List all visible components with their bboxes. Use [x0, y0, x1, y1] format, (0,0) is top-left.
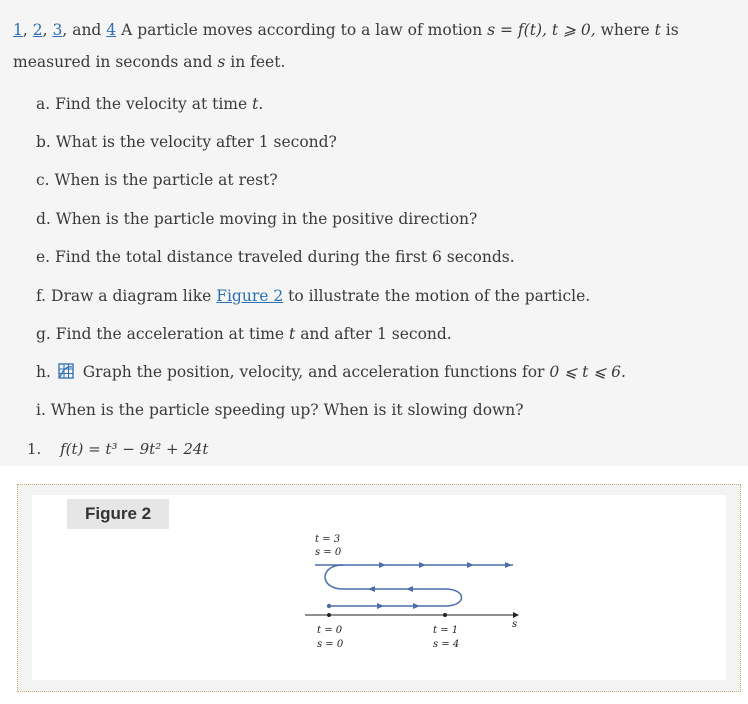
label-start-t: t = 0 [317, 625, 343, 636]
subproblem-function: f(t) = t³ − 9t² + 24t [60, 440, 209, 458]
question-f-text: f. Draw a diagram like [36, 287, 212, 305]
question-e-number: 6 [431, 248, 442, 266]
subproblem-1 [27, 437, 208, 461]
exercise-link-1[interactable]: 1 [13, 21, 23, 39]
question-a [36, 92, 263, 130]
question-h-text: Graph the position, velocity, and acceleration functions for [82, 363, 545, 381]
exercise-link-4[interactable]: 4 [106, 21, 117, 39]
label-top-t: t = 3 [315, 534, 341, 545]
question-h-range: 0 ⩽ t ⩽ 6. [549, 363, 626, 381]
question-d: d. When is the particle moving in the positive direction? [36, 210, 478, 228]
arrow-right [505, 562, 512, 568]
arrow-left [406, 586, 413, 592]
motion-diagram [267, 531, 527, 661]
question-h [36, 360, 626, 398]
intro-tail-1: where [600, 21, 650, 39]
question-c: c. When is the particle at rest? [36, 171, 278, 189]
arrow-right [413, 603, 420, 609]
exercise-link-3[interactable]: 3 [52, 21, 63, 39]
question-f-tail: to illustrate the motion of the particle. [288, 287, 591, 305]
figure-panel [32, 495, 726, 680]
label-one-s: s = 4 [433, 639, 460, 650]
figure-container [17, 484, 741, 692]
axis-label-s: s [512, 619, 518, 630]
graphing-calculator-icon [58, 363, 74, 379]
question-b: b. What is the velocity after 1 second? [36, 133, 337, 151]
motion-path [315, 565, 513, 606]
figure-label: Figure 2 [67, 499, 169, 529]
path-right-turn [445, 589, 462, 606]
question-h-letter: h. [36, 363, 51, 381]
s-variable: s [217, 53, 226, 71]
question-e-tail: seconds. [446, 248, 515, 266]
and-word: and [72, 21, 102, 39]
label-top-s: s = 0 [315, 547, 342, 558]
intro-text: A particle moves according to a law of motion [121, 21, 483, 39]
motion-law: s = f(t), t ⩾ 0, [487, 21, 596, 39]
axis-arrowhead [513, 612, 519, 618]
direction-arrows [327, 562, 512, 609]
exercise-link-2[interactable]: 2 [32, 21, 43, 39]
question-g [36, 322, 452, 360]
axis-origin-dot [327, 613, 331, 617]
subproblem-number: 1. [27, 440, 42, 458]
arrow-right [419, 562, 426, 568]
arrow-right [377, 603, 384, 609]
question-g-var: t [289, 325, 296, 343]
start-dot [327, 604, 331, 608]
arrow-left [368, 586, 375, 592]
label-start-s: s = 0 [317, 639, 344, 650]
axis-four-dot [443, 613, 447, 617]
t-variable: t [654, 21, 661, 39]
problem-intro: 1, 2, 3, and 4 A particle moves according to a law of motion s = f(t), t ⩾ 0, where t is measured in seconds and s in feet. [13, 21, 679, 71]
question-g-tail: and after 1 second. [300, 325, 452, 343]
question-f [36, 284, 590, 322]
arrow-right [467, 562, 474, 568]
path-left-turn [325, 565, 343, 589]
intro-tail-3: in feet. [230, 53, 286, 71]
question-i: i. When is the particle speeding up? When is it slowing down? [36, 401, 524, 419]
question-e [36, 245, 515, 283]
arrow-right [379, 562, 386, 568]
figure-2-link[interactable]: Figure 2 [216, 287, 284, 305]
intro-tail-2: is measured in seconds and [13, 21, 679, 71]
question-g-text: g. Find the acceleration at time [36, 325, 285, 343]
question-a-var: t. [252, 95, 264, 113]
label-one-t: t = 1 [433, 625, 459, 636]
question-a-text: a. Find the velocity at time [36, 95, 248, 113]
question-e-text: e. Find the total distance traveled during the first [36, 248, 427, 266]
